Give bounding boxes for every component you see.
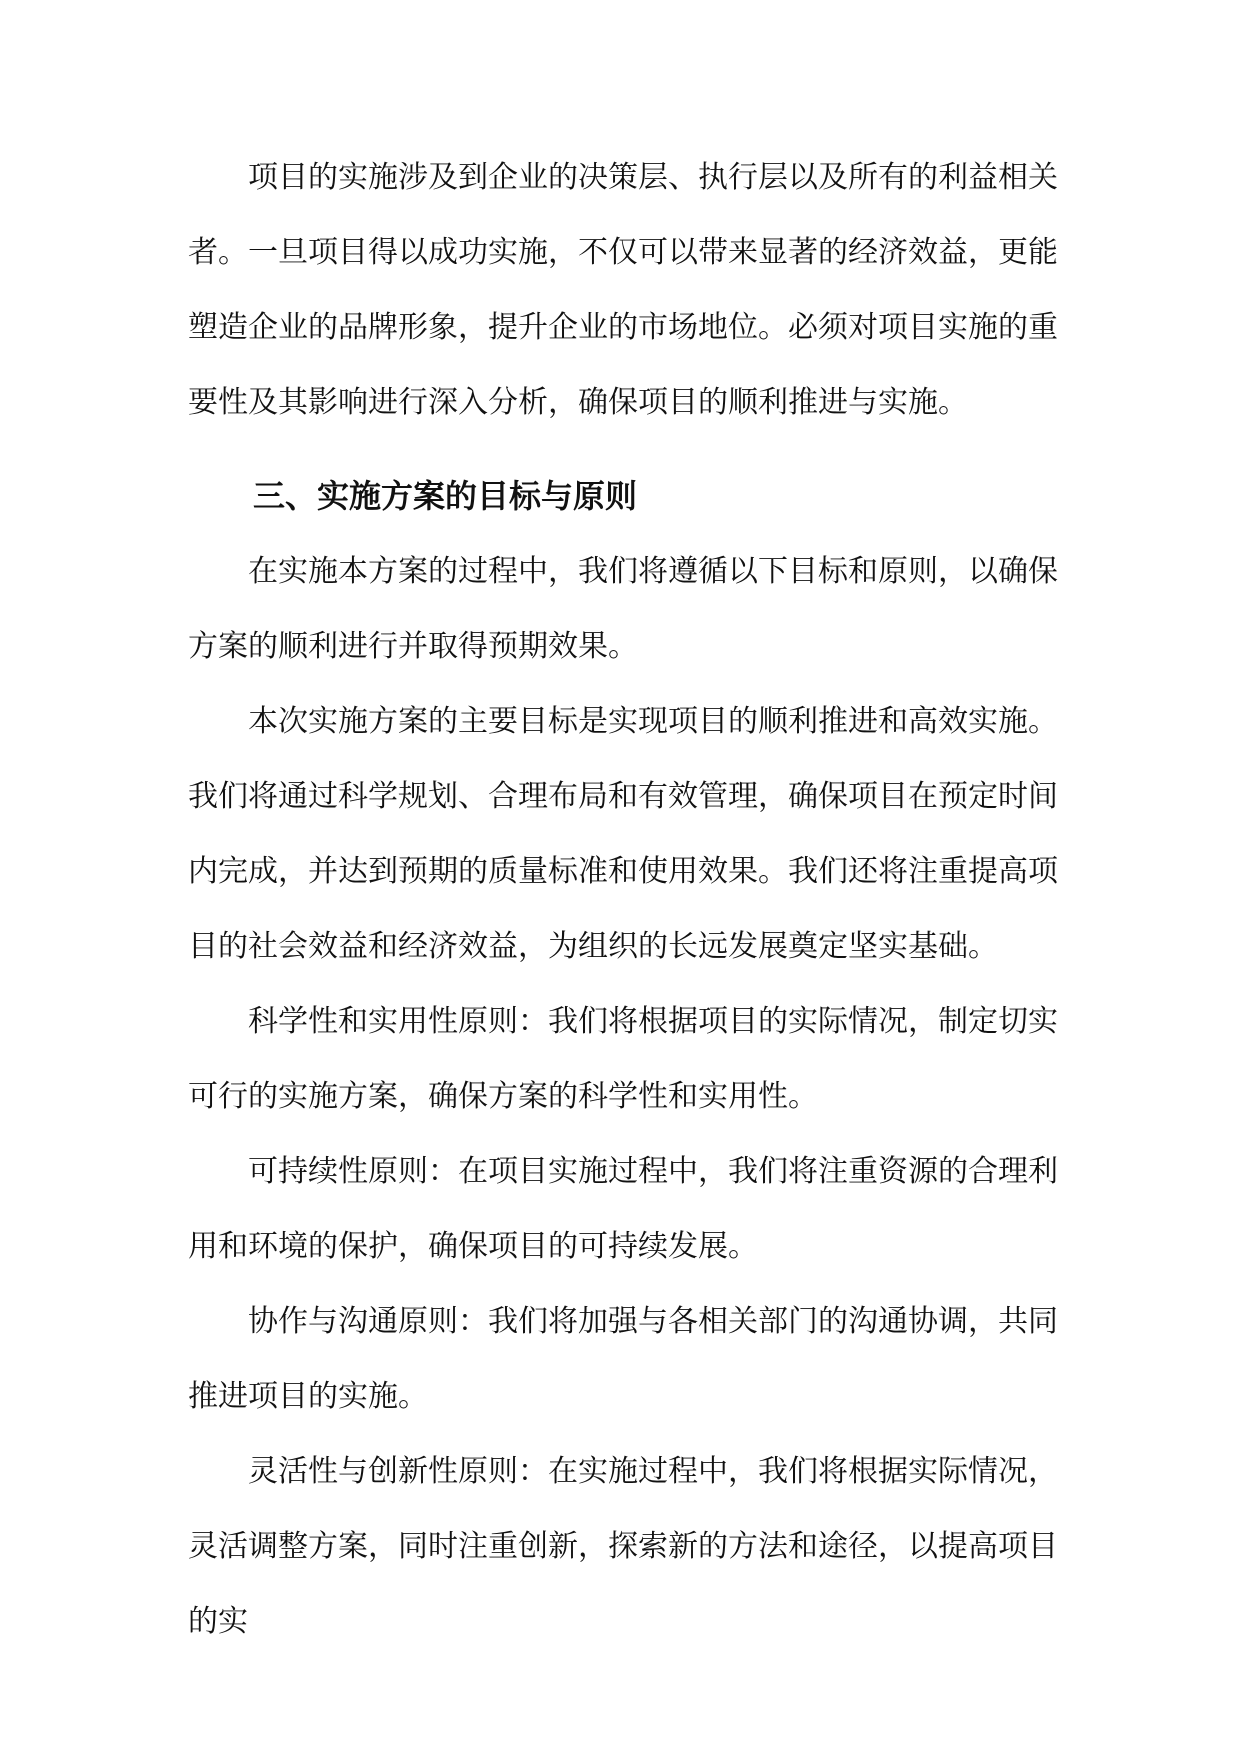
body-paragraph: 本次实施方案的主要目标是实现项目的顺利推进和高效实施。我们将通过科学规划、合理布局和有效管理，确保项目在预定时间内完成，并达到预期的质量标准和使用效果。我们还将注重提高项目的社会效益和经济效益，为组织的长远发展奠定坚实基础。 [188,704,1058,964]
body-paragraph: 项目的实施涉及到企业的决策层、执行层以及所有的利益相关者。一旦项目得以成功实施，不仅可以带来显著的经济效益，更能塑造企业的品牌形象，提升企业的市场地位。必须对项目实施的重要性及其影响进行深入分析，确保项目的顺利推进与实施。 [188,160,1058,420]
body-paragraph: 在实施本方案的过程中，我们将遵循以下目标和原则，以确保方案的顺利进行并取得预期效果。 [188,554,1058,664]
body-paragraph: 科学性和实用性原则：我们将根据项目的实际情况，制定切实可行的实施方案，确保方案的科学性和实用性。 [188,1004,1058,1114]
document-body [188,140,1058,1659]
body-paragraph: 可持续性原则：在项目实施过程中，我们将注重资源的合理利用和环境的保护，确保项目的可持续发展。 [188,1154,1058,1264]
body-paragraph: 协作与沟通原则：我们将加强与各相关部门的沟通协调，共同推进项目的实施。 [188,1304,1058,1414]
section-heading: 三、实施方案的目标与原则 [253,477,638,515]
body-paragraph: 灵活性与创新性原则：在实施过程中，我们将根据实际情况，灵活调整方案，同时注重创新，探索新的方法和途径，以提高项目的实 [188,1454,1058,1639]
